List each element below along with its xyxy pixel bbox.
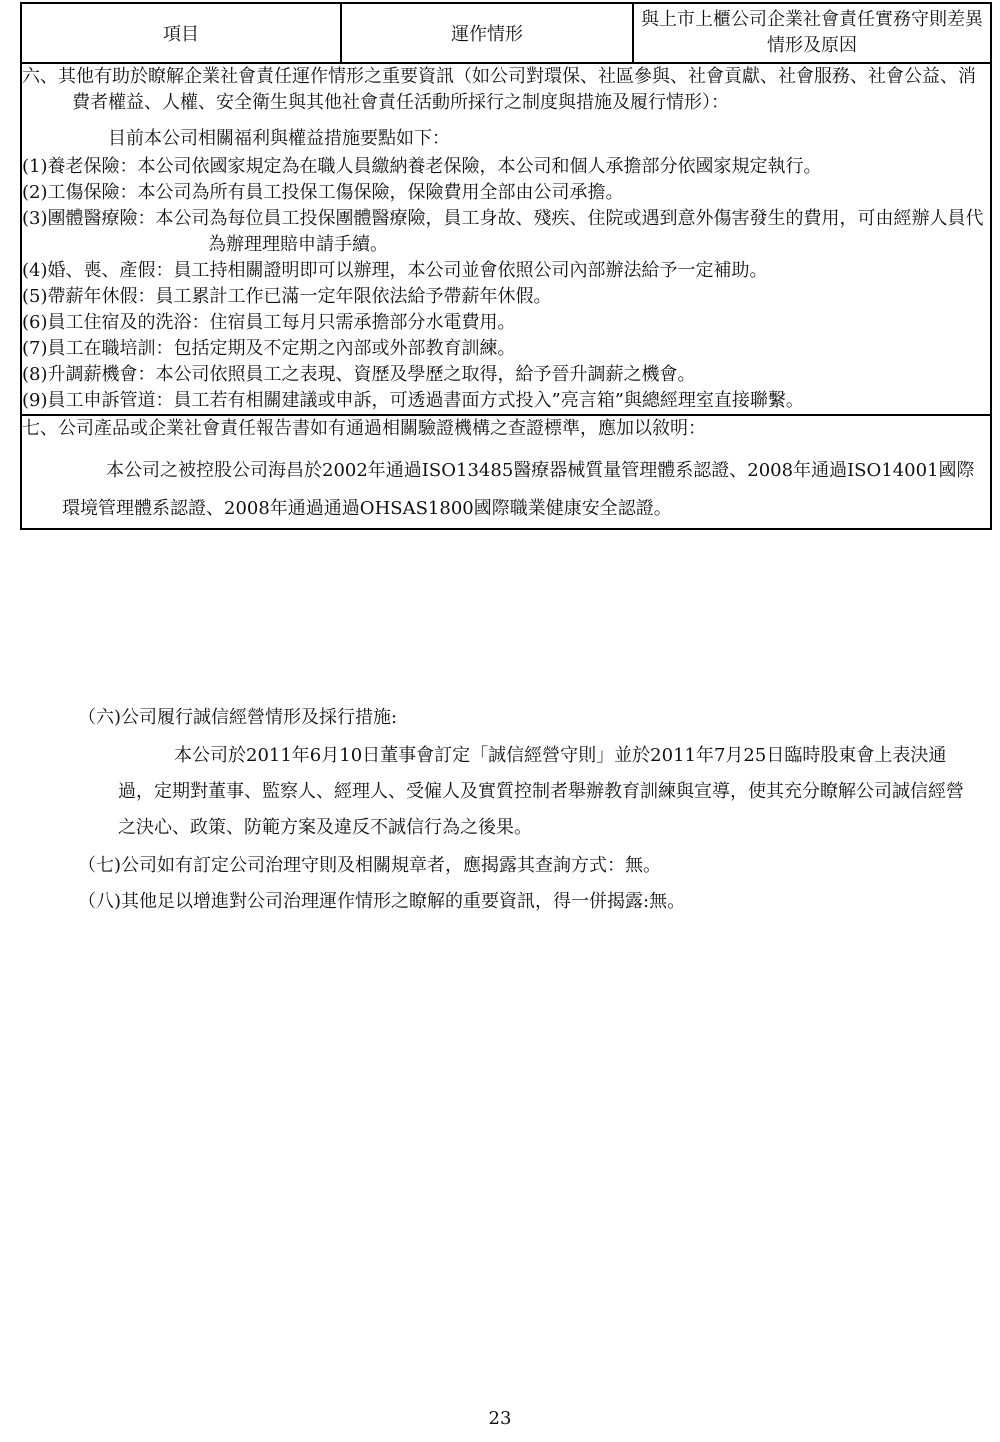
header-difference: 與上市上櫃公司企業社會責任實務守則差異情形及原因 (633, 3, 991, 63)
header-operation: 運作情形 (341, 3, 633, 63)
integrity-body: 本公司於2011年6月10日董事會訂定「誠信經營守則」並於2011年7月25日臨時股東會上表決通過，定期對董事、監察人、經理人、受僱人及實質控制者舉辦教育訓練與宣導，使其充分瞭解公司誠信經營之決心、政策、防範方案及違反不誠信行為之後果。 (118, 745, 964, 838)
list-item: (3)團體醫療險：本公司為每位員工投保團體醫療險，員工身故、殘疾、住院或遇到意外傷害發生的費用，可由經辦人員代為辦理理賠申請手續。 (22, 208, 984, 255)
section-7-heading: 七、公司產品或企業社會責任報告書如有通過相關驗證機構之查證標準，應加以敘明： (22, 418, 706, 439)
governance-notes (78, 702, 978, 922)
section-7-cell (21, 415, 991, 529)
other-info-note: （八)其他足以增進對公司治理運作情形之瞭解的重要資訊，得一併揭露:無。 (78, 891, 686, 912)
csr-table (20, 2, 992, 530)
list-item: (6)員工住宿及的洗浴：住宿員工每月只需承擔部分水電費用。 (22, 312, 516, 333)
table-row (21, 63, 991, 415)
section-6-cell (21, 63, 991, 415)
header-item: 項目 (21, 3, 341, 63)
list-item: (7)員工在職培訓：包括定期及不定期之內部或外部教育訓練。 (22, 338, 516, 359)
list-item: (5)帶薪年休假：員工累計工作已滿一定年限依法給予帶薪年休假。 (22, 286, 552, 307)
section-6-heading: 六、其他有助於瞭解企業社會責任運作情形之重要資訊（如公司對環保、社區參與、社會貢獻、社會服務、社會公益、消費者權益、人權、安全衛生與其他社會責任活動所採行之制度與措施及履行情形）： (22, 66, 976, 113)
table-row (21, 415, 991, 529)
table-header-row (21, 3, 991, 63)
integrity-heading: （六)公司履行誠信經營情形及採行措施: (78, 707, 398, 728)
section-7-body: 本公司之被控股公司海昌於2002年通過ISO13485醫療器械質量管理體系認證、2008年通過ISO14001國際環境管理體系認證、2008年通過通過OHSAS1800國際職業健康安全認證。 (62, 460, 975, 519)
section-6-intro: 目前本公司相關福利與權益措施要點如下： (108, 128, 450, 149)
governance-rules-note: （七)公司如有訂定公司治理守則及相關規章者，應揭露其查詢方式：無。 (78, 855, 662, 876)
list-item: (8)升調薪機會：本公司依照員工之表現、資歷及學歷之取得，給予晉升調薪之機會。 (22, 364, 696, 385)
page-number: 23 (488, 1408, 512, 1429)
list-item: (2)工傷保險：本公司為所有員工投保工傷保險，保險費用全部由公司承擔。 (22, 182, 624, 203)
list-item: (9)員工申訴管道：員工若有相關建議或申訴，可透過書面方式投入”亮言箱”與總經理室直接聯繫。 (22, 390, 804, 411)
list-item: (1)養老保險：本公司依國家規定為在職人員繳納養老保險，本公司和個人承擔部分依國家規定執行。 (22, 156, 822, 177)
list-item: (4)婚、喪、產假：員工持相關證明即可以辦理，本公司並會依照公司內部辦法給予一定補助。 (22, 260, 768, 281)
